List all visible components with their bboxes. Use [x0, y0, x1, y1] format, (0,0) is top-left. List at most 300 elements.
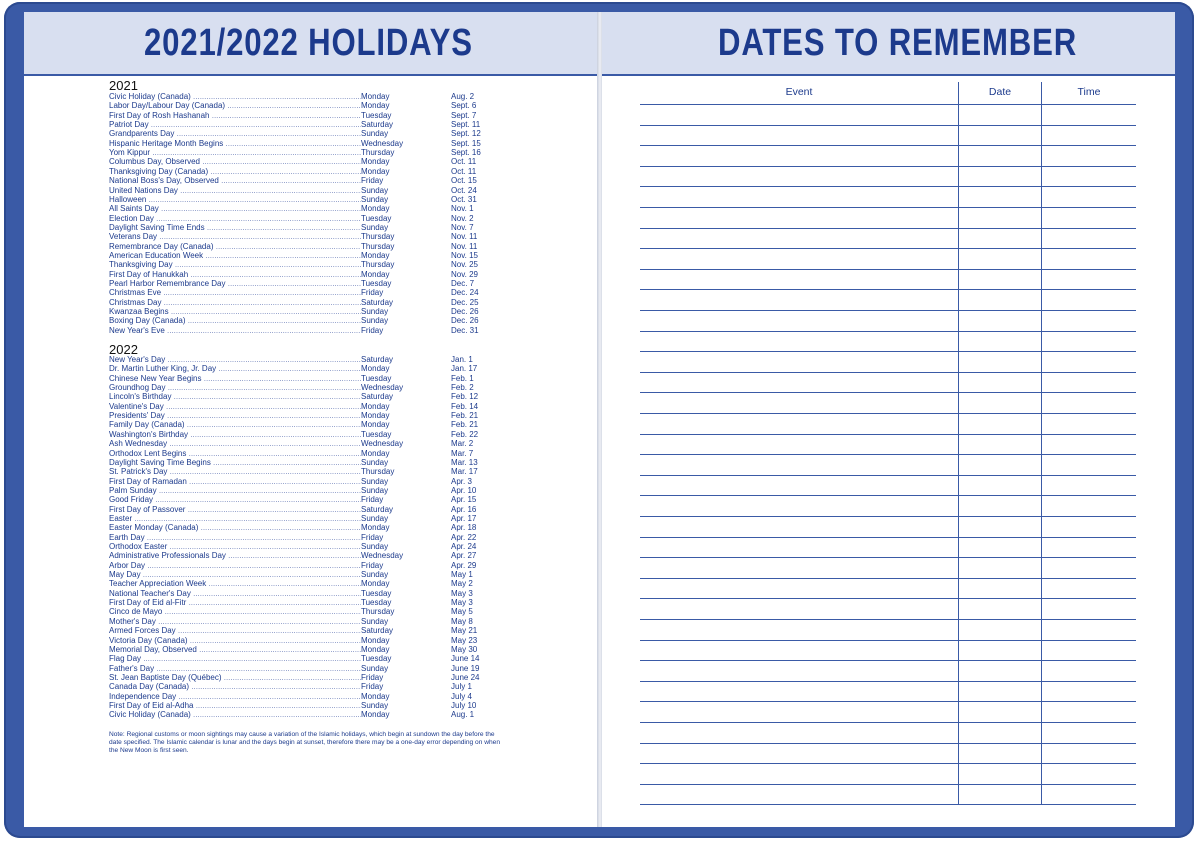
holiday-date: Nov. 11 [451, 232, 478, 242]
holiday-row [109, 692, 529, 701]
holiday-date: Apr. 3 [451, 476, 472, 486]
ruled-line [640, 228, 1136, 229]
holiday-name: Yom Kippur ..... [109, 148, 361, 157]
holiday-name: Election Day ..... [109, 214, 361, 223]
holiday-name: Hispanic Heritage Month Begins ..... [109, 139, 361, 148]
dates-to-remember-page [602, 12, 1175, 827]
column-divider-time [1041, 82, 1042, 805]
holiday-row [109, 514, 529, 523]
holiday-name: Labor Day/Labour Day (Canada) ..... [109, 101, 361, 110]
holiday-row [109, 260, 529, 269]
ruled-line [640, 392, 1136, 393]
holiday-row [109, 430, 529, 439]
holiday-date: Dec. 31 [451, 325, 479, 335]
holiday-weekday: Saturday [361, 392, 451, 401]
holiday-date: Sept. 6 [451, 101, 477, 111]
holiday-date: Dec. 24 [451, 288, 479, 298]
holiday-name: Family Day (Canada) ..... [109, 420, 361, 429]
holiday-date: July 1 [451, 682, 472, 692]
holiday-row [109, 148, 529, 157]
holiday-date: Feb. 14 [451, 401, 479, 411]
holiday-date: May 3 [451, 588, 473, 598]
holiday-row [109, 157, 529, 166]
holiday-date: May 8 [451, 616, 473, 626]
ruled-line [640, 125, 1136, 126]
holiday-date: Apr. 24 [451, 542, 477, 551]
ruled-line [640, 310, 1136, 311]
holiday-row [109, 251, 529, 260]
holiday-row [109, 607, 529, 616]
ruled-line [640, 701, 1136, 702]
holiday-weekday: Tuesday [361, 214, 451, 223]
holiday-name: Mother's Day ..... [109, 617, 361, 626]
holiday-name: Flag Day ..... [109, 654, 361, 663]
holiday-name: St. Patrick's Day ..... [109, 467, 361, 476]
column-header-event: Event [785, 86, 813, 98]
holiday-row [109, 439, 529, 448]
holiday-date: Nov. 15 [451, 250, 478, 260]
holiday-name: National Teacher's Day ..... [109, 589, 361, 598]
ruled-line [640, 372, 1136, 373]
holiday-row [109, 523, 529, 532]
ruled-line [640, 516, 1136, 517]
holiday-row [109, 617, 529, 626]
holiday-date: Oct. 15 [451, 176, 477, 186]
holiday-name: Teacher Appreciation Week ..... [109, 579, 361, 588]
holiday-row [109, 214, 529, 223]
holiday-weekday: Thursday [361, 607, 451, 616]
holiday-weekday: Tuesday [361, 654, 451, 663]
holiday-date: Nov. 7 [451, 222, 474, 232]
holiday-date: May 2 [451, 579, 473, 589]
holiday-date: Aug. 1 [451, 710, 475, 720]
holiday-date: Aug. 2 [451, 92, 475, 101]
holiday-name: Memorial Day, Observed ..... [109, 645, 361, 654]
holiday-name: Valentine's Day ..... [109, 402, 361, 411]
holiday-row [109, 167, 529, 176]
holiday-date: Apr. 18 [451, 523, 477, 533]
holiday-weekday: Saturday [361, 120, 451, 129]
ruled-line [640, 248, 1136, 249]
holiday-weekday: Sunday [361, 664, 451, 673]
holiday-weekday: Monday [361, 636, 451, 645]
holiday-weekday: Friday [361, 176, 451, 185]
holiday-row [109, 402, 529, 411]
holiday-date: Feb. 22 [451, 429, 479, 439]
column-header-date: Date [988, 86, 1012, 98]
holiday-row [109, 383, 529, 392]
holiday-weekday: Friday [361, 326, 451, 335]
holiday-name: Arbor Day ..... [109, 561, 361, 570]
holiday-name: Ash Wednesday ..... [109, 439, 361, 448]
holidays-header-band [24, 12, 598, 76]
holiday-date: July 4 [451, 691, 472, 701]
holiday-weekday: Sunday [361, 129, 451, 138]
ruled-line [640, 331, 1136, 332]
holiday-weekday: Friday [361, 673, 451, 682]
ruled-line [640, 289, 1136, 290]
holiday-weekday: Thursday [361, 467, 451, 476]
ruled-line [640, 537, 1136, 538]
holiday-date: Feb. 12 [451, 392, 479, 402]
column-divider-date [958, 82, 959, 805]
holiday-name: May Day ..... [109, 570, 361, 579]
holiday-date: Oct. 24 [451, 185, 477, 195]
holiday-row [109, 551, 529, 560]
year-heading-2021: 2021 [109, 78, 138, 93]
holiday-date: Jan. 17 [451, 364, 478, 374]
holiday-weekday: Monday [361, 92, 451, 101]
holiday-weekday: Wednesday [361, 383, 451, 392]
holiday-name: Patriot Day ..... [109, 120, 361, 129]
ruled-line [640, 269, 1136, 270]
holiday-name: United Nations Day ..... [109, 186, 361, 195]
holiday-row [109, 232, 529, 241]
holiday-date: Dec. 25 [451, 297, 479, 307]
holiday-name: Remembrance Day (Canada) ..... [109, 242, 361, 251]
holiday-name: Independence Day ..... [109, 692, 361, 701]
holiday-row [109, 411, 529, 420]
holiday-date: Sept. 11 [451, 120, 481, 130]
holiday-name: Grandparents Day ..... [109, 129, 361, 138]
column-header-time: Time [1077, 86, 1101, 98]
holiday-name: Lincoln's Birthday ..... [109, 392, 361, 401]
holiday-name: Canada Day (Canada) ..... [109, 682, 361, 691]
ruled-line [640, 557, 1136, 558]
holiday-weekday: Thursday [361, 260, 451, 269]
holiday-row [109, 288, 529, 297]
ruled-line [640, 207, 1136, 208]
holiday-row [109, 449, 529, 458]
holiday-weekday: Sunday [361, 195, 451, 204]
holiday-weekday: Sunday [361, 477, 451, 486]
holiday-weekday: Tuesday [361, 279, 451, 288]
holiday-weekday: Monday [361, 270, 451, 279]
holiday-date: Apr. 17 [451, 513, 477, 523]
holiday-row [109, 392, 529, 401]
holiday-row [109, 495, 529, 504]
holiday-weekday: Monday [361, 167, 451, 176]
holiday-name: Earth Day ..... [109, 533, 361, 542]
ruled-line [640, 722, 1136, 723]
holiday-weekday: Monday [361, 402, 451, 411]
holiday-row [109, 374, 529, 383]
holiday-weekday: Friday [361, 533, 451, 542]
holiday-name: First Day of Eid al-Adha ..... [109, 701, 361, 710]
holiday-row [109, 120, 529, 129]
holiday-date: Oct. 31 [451, 194, 477, 204]
holiday-weekday: Tuesday [361, 374, 451, 383]
holiday-name: Christmas Day ..... [109, 298, 361, 307]
holiday-name: Halloween ..... [109, 195, 361, 204]
holiday-date: Feb. 1 [451, 373, 474, 383]
holiday-row [109, 176, 529, 185]
holiday-row [109, 636, 529, 645]
holiday-date: June 24 [451, 672, 480, 682]
holiday-weekday: Sunday [361, 458, 451, 467]
holiday-name: National Boss's Day, Observed ..... [109, 176, 361, 185]
holiday-name: All Saints Day ..... [109, 204, 361, 213]
holiday-row [109, 682, 529, 691]
ruled-line [640, 186, 1136, 187]
holiday-name: Washington's Birthday ..... [109, 430, 361, 439]
holiday-date: Nov. 25 [451, 260, 478, 270]
ruled-line [640, 619, 1136, 620]
holiday-name: Daylight Saving Time Ends ..... [109, 223, 361, 232]
holiday-date: Dec. 7 [451, 279, 475, 288]
ruled-line [640, 495, 1136, 496]
holiday-weekday: Sunday [361, 486, 451, 495]
holiday-name: New Year's Eve ..... [109, 326, 361, 335]
holiday-name: Columbus Day, Observed ..... [109, 157, 361, 166]
holiday-name: Chinese New Year Begins ..... [109, 374, 361, 383]
holiday-date: Apr. 16 [451, 504, 477, 514]
holiday-date: Nov. 1 [451, 204, 474, 214]
dates-title: DATES TO REMEMBER [718, 22, 1078, 64]
holiday-date: May 23 [451, 635, 478, 645]
holiday-name: Thanksgiving Day (Canada) ..... [109, 167, 361, 176]
holiday-weekday: Monday [361, 692, 451, 701]
holiday-name: Groundhog Day ..... [109, 383, 361, 392]
holiday-date: Oct. 11 [451, 166, 477, 176]
holiday-weekday: Saturday [361, 355, 451, 364]
dates-header-band [602, 12, 1175, 76]
holiday-weekday: Tuesday [361, 111, 451, 120]
holiday-row [109, 701, 529, 710]
holiday-name: St. Jean Baptiste Day (Québec) ..... [109, 673, 361, 682]
holiday-row [109, 111, 529, 120]
ruled-line [640, 351, 1136, 352]
holiday-weekday: Wednesday [361, 439, 451, 448]
holiday-weekday: Tuesday [361, 589, 451, 598]
holiday-name: American Education Week ..... [109, 251, 361, 260]
holiday-name: First Day of Hanukkah ..... [109, 270, 361, 279]
ruled-line [640, 104, 1136, 105]
holiday-row [109, 664, 529, 673]
holiday-date: Apr. 15 [451, 495, 477, 505]
holiday-date: Nov. 11 [451, 241, 478, 251]
holiday-weekday: Monday [361, 645, 451, 654]
holiday-date: Apr. 10 [451, 485, 477, 495]
holiday-row [109, 589, 529, 598]
holiday-weekday: Wednesday [361, 139, 451, 148]
ruled-line [640, 763, 1136, 764]
holiday-weekday: Monday [361, 101, 451, 110]
holiday-weekday: Sunday [361, 570, 451, 579]
ruled-line [640, 660, 1136, 661]
holiday-weekday: Sunday [361, 617, 451, 626]
holiday-date: Apr. 27 [451, 551, 477, 561]
holiday-date: Mar. 17 [451, 467, 478, 477]
holiday-date: Mar. 13 [451, 457, 478, 467]
holiday-date: Sept. 15 [451, 138, 481, 148]
holiday-weekday: Sunday [361, 701, 451, 710]
holiday-date: Mar. 7 [451, 448, 474, 458]
holiday-weekday: Monday [361, 251, 451, 260]
holiday-weekday: Monday [361, 710, 451, 719]
holiday-date: Sept. 7 [451, 110, 477, 120]
ruled-line [640, 598, 1136, 599]
holiday-row [109, 579, 529, 588]
holiday-row [109, 570, 529, 579]
holiday-name: Orthodox Easter ..... [109, 542, 361, 551]
holiday-weekday: Monday [361, 204, 451, 213]
holiday-date: July 10 [451, 700, 477, 710]
holiday-row [109, 477, 529, 486]
holiday-weekday: Thursday [361, 148, 451, 157]
holiday-row [109, 645, 529, 654]
holiday-date: Dec. 26 [451, 307, 479, 317]
holiday-weekday: Friday [361, 561, 451, 570]
holiday-row [109, 533, 529, 542]
holiday-weekday: Saturday [361, 505, 451, 514]
holiday-weekday: Friday [361, 495, 451, 504]
holiday-date: Nov. 29 [451, 269, 478, 279]
holiday-date: Dec. 26 [451, 316, 479, 326]
holiday-weekday: Monday [361, 411, 451, 420]
holiday-weekday: Sunday [361, 514, 451, 523]
holiday-weekday: Monday [361, 420, 451, 429]
holiday-row [109, 186, 529, 195]
holiday-date: Sept. 12 [451, 129, 481, 139]
holiday-name: Christmas Eve ..... [109, 288, 361, 297]
holiday-row [109, 420, 529, 429]
holiday-name: Administrative Professionals Day ..... [109, 551, 361, 560]
holiday-row [109, 223, 529, 232]
holiday-date: Feb. 2 [451, 383, 474, 393]
holiday-weekday: Sunday [361, 307, 451, 316]
holiday-date: Feb. 21 [451, 411, 479, 421]
holiday-date: May 1 [451, 570, 473, 580]
holiday-weekday: Monday [361, 449, 451, 458]
holiday-row [109, 195, 529, 204]
holiday-weekday: Tuesday [361, 598, 451, 607]
holiday-row [109, 92, 529, 101]
holiday-date: June 19 [451, 663, 480, 673]
holiday-name: First Day of Rosh Hashanah ..... [109, 111, 361, 120]
year-heading-2022: 2022 [109, 342, 138, 357]
holiday-weekday: Sunday [361, 223, 451, 232]
holiday-date: Nov. 2 [451, 213, 474, 223]
ruled-line [640, 475, 1136, 476]
holiday-name: First Day of Eid al-Fitr ..... [109, 598, 361, 607]
ruled-line [640, 640, 1136, 641]
holiday-name: Presidents' Day ..... [109, 411, 361, 420]
holiday-row [109, 486, 529, 495]
holiday-row [109, 542, 529, 551]
holiday-name: Good Friday ..... [109, 495, 361, 504]
holiday-weekday: Monday [361, 579, 451, 588]
holiday-weekday: Thursday [361, 242, 451, 251]
ruled-line [640, 166, 1136, 167]
holiday-date: Apr. 22 [451, 532, 477, 542]
holiday-weekday: Saturday [361, 298, 451, 307]
ruled-line [640, 784, 1136, 785]
holiday-row [109, 326, 529, 335]
holiday-weekday: Monday [361, 157, 451, 166]
holiday-name: Kwanzaa Begins ..... [109, 307, 361, 316]
holiday-row [109, 101, 529, 110]
holiday-date: Jan. 1 [451, 355, 473, 364]
holiday-row [109, 270, 529, 279]
holiday-date: May 5 [451, 607, 473, 617]
holiday-row [109, 505, 529, 514]
ruled-line [640, 743, 1136, 744]
holiday-name: Cinco de Mayo ..... [109, 607, 361, 616]
holiday-weekday: Wednesday [361, 551, 451, 560]
holiday-weekday: Sunday [361, 316, 451, 325]
holiday-name: Palm Sunday ..... [109, 486, 361, 495]
holiday-date: Mar. 2 [451, 439, 474, 449]
holiday-row [109, 139, 529, 148]
holiday-date: Apr. 29 [451, 560, 477, 570]
holiday-weekday: Sunday [361, 186, 451, 195]
holiday-weekday: Sunday [361, 542, 451, 551]
holiday-row [109, 204, 529, 213]
holiday-name: Father's Day ..... [109, 664, 361, 673]
holiday-row [109, 626, 529, 635]
holiday-date: May 3 [451, 598, 473, 608]
ruled-line [640, 804, 1136, 805]
ruled-line [640, 413, 1136, 414]
holiday-name: Armed Forces Day ..... [109, 626, 361, 635]
holiday-row [109, 561, 529, 570]
ruled-line [640, 434, 1136, 435]
holiday-row [109, 307, 529, 316]
holiday-row [109, 129, 529, 138]
holiday-name: Civic Holiday (Canada) ..... [109, 710, 361, 719]
holiday-row [109, 458, 529, 467]
holiday-name: Boxing Day (Canada) ..... [109, 316, 361, 325]
ruled-line [640, 454, 1136, 455]
holiday-date: Oct. 11 [451, 157, 477, 167]
holiday-weekday: Monday [361, 364, 451, 373]
holiday-row [109, 364, 529, 373]
holiday-row [109, 298, 529, 307]
holiday-weekday: Thursday [361, 232, 451, 241]
holiday-name: Thanksgiving Day ..... [109, 260, 361, 269]
holiday-date: Feb. 21 [451, 420, 479, 430]
ruled-line [640, 145, 1136, 146]
holiday-row [109, 355, 529, 364]
holiday-date: May 21 [451, 626, 478, 636]
holiday-date: May 30 [451, 644, 478, 654]
islamic-holidays-note: Note: Regional customs or moon sightings may cause a variation of the Islamic holidays, which begin at sundown the day before the date specified. The Islamic calendar is lunar and the days begin at sunset, therefore there may be a one-day error depending on when the New Moon is first seen. [109, 731, 500, 754]
holiday-row [109, 673, 529, 682]
holiday-row [109, 598, 529, 607]
holidays-title: 2021/2022 HOLIDAYS [144, 22, 473, 64]
holiday-name: Pearl Harbor Remembrance Day ..... [109, 279, 361, 288]
holiday-row [109, 242, 529, 251]
holidays-page [24, 12, 598, 827]
ruled-line [640, 578, 1136, 579]
holiday-row [109, 279, 529, 288]
holiday-row [109, 316, 529, 325]
holiday-weekday: Saturday [361, 626, 451, 635]
holiday-date: Sept. 16 [451, 148, 481, 158]
holiday-weekday: Friday [361, 682, 451, 691]
holiday-name: First Day of Ramadan ..... [109, 477, 361, 486]
holiday-name: First Day of Passover ..... [109, 505, 361, 514]
ruled-line [640, 681, 1136, 682]
holiday-name: Veterans Day ..... [109, 232, 361, 241]
holiday-name: Easter Monday (Canada) ..... [109, 523, 361, 532]
holiday-weekday: Monday [361, 523, 451, 532]
holiday-name: Civic Holiday (Canada) ..... [109, 92, 361, 101]
holiday-row [109, 710, 529, 719]
holiday-name: Daylight Saving Time Begins ..... [109, 458, 361, 467]
holiday-row [109, 654, 529, 663]
